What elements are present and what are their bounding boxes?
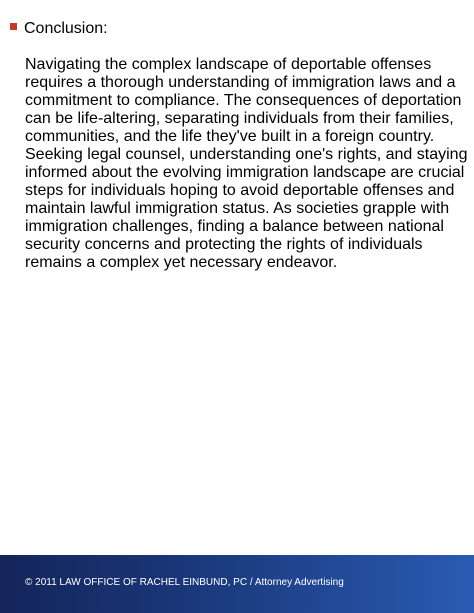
section-heading: Conclusion: xyxy=(24,20,108,37)
footer-copyright: © 2011 LAW OFFICE OF RACHEL EINBUND, PC / Attorney Advertising xyxy=(25,577,344,588)
section-heading-row xyxy=(10,20,108,38)
bullet-square-icon xyxy=(10,23,17,30)
footer-bar xyxy=(0,555,474,613)
conclusion-paragraph: Navigating the complex landscape of deportable offenses requires a thorough understanding of immigration laws and a commitment to compliance. The consequences of deportation can be life-altering, separating individuals from their families, communities, and the life they've built in a foreign country. Seeking legal counsel, understanding one's rights, and staying informed about the evolving immigration landscape are crucial steps for individuals hoping to avoid deportable offenses and maintain lawful immigration status. As societies grapple with immigration challenges, finding a balance between national security concerns and protecting the rights of individuals remains a complex yet necessary endeavor. xyxy=(25,56,468,271)
